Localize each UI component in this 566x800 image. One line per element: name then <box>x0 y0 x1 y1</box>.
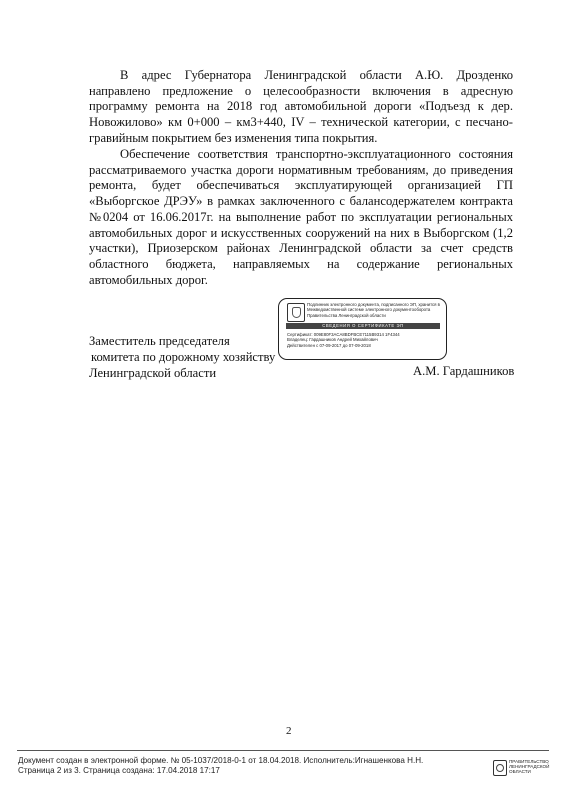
stamp-validity: Действителен с 07-09-2017 до 07-09-2018 <box>287 342 371 348</box>
electronic-signature-stamp <box>278 298 447 360</box>
stamp-owner: Владелец: Гардашников Андрей Михайлович <box>287 337 378 343</box>
stamp-certificate: Сертификат: 009E80F3ACA8BDFBCE7115B9314 1F4344 <box>287 332 400 337</box>
stamp-header: Подлинник электронного документа, подписанного ЭП, хранится в Межведомственной системе электронного документооборота Правительства Ленинградской области <box>307 302 440 318</box>
footer-divider <box>17 750 549 751</box>
footer-gov-line3: ОБЛАСТИ <box>509 769 531 774</box>
coat-of-arms-icon <box>287 303 305 322</box>
government-logo-icon <box>493 760 507 776</box>
footer-page-info: Страница 2 из 3. Страница создана: 17.04.2018 17:17 <box>18 766 220 776</box>
footer-gov-line1: ПРАВИТЕЛЬСТВО <box>509 759 549 764</box>
signature-title-line1: Заместитель председателя <box>89 334 230 348</box>
stamp-details <box>287 332 441 348</box>
signature-title-line2: комитета по дорожному хозяйству <box>91 349 276 364</box>
signer-name: А.М. Гардашников <box>413 364 515 378</box>
paragraph-road-maintenance: Обеспечение соответствия транспортно-эксплуатационного состояния рассматриваемого участка дороги нормативным требованиям, до приведения ремонта, будет обеспечиваться эксплуатирующей организацией ГП «Выборгское ДРЭУ» в рамках заключенного с балансодержателем контракта №0204 от 16.06.2017г. на выполнение работ по эксплуатации региональных автомобильных дорог и искусственных сооружений на них в Выборгском (1,2 участки), Приозерском районах Ленинградской области за счет средств областного бюджета, направляемых на содержание региональных автомобильных дорог. <box>89 147 513 287</box>
page-number: 2 <box>286 725 292 737</box>
signature-block <box>89 334 275 381</box>
footer-info <box>18 756 423 776</box>
stamp-certificate-bar: СВЕДЕНИЯ О СЕРТИФИКАТЕ ЭП <box>286 323 440 329</box>
footer-gov-line2: ЛЕНИНГРАДСКОЙ <box>509 764 550 769</box>
paragraph-governor-proposal: В адрес Губернатора Ленинградской области А.Ю. Дрозденко направлено предложение о целесообразности включения в адресную программу ремонта на 2018 год автомобильной дороги «Подъезд к дер. Новожилово» км 0+000 – км3+440, IV – технической категории, с песчано-гравийным покрытием без изменения типа покрытия. <box>89 68 513 145</box>
footer-document-info: Документ создан в электронной форме. № 05-1037/2018-0-1 от 18.04.2018. Исполнитель:Игнашенкова Н.Н. <box>18 756 424 765</box>
footer-government-label <box>509 759 549 774</box>
signature-title-line3: Ленинградской области <box>89 365 217 380</box>
